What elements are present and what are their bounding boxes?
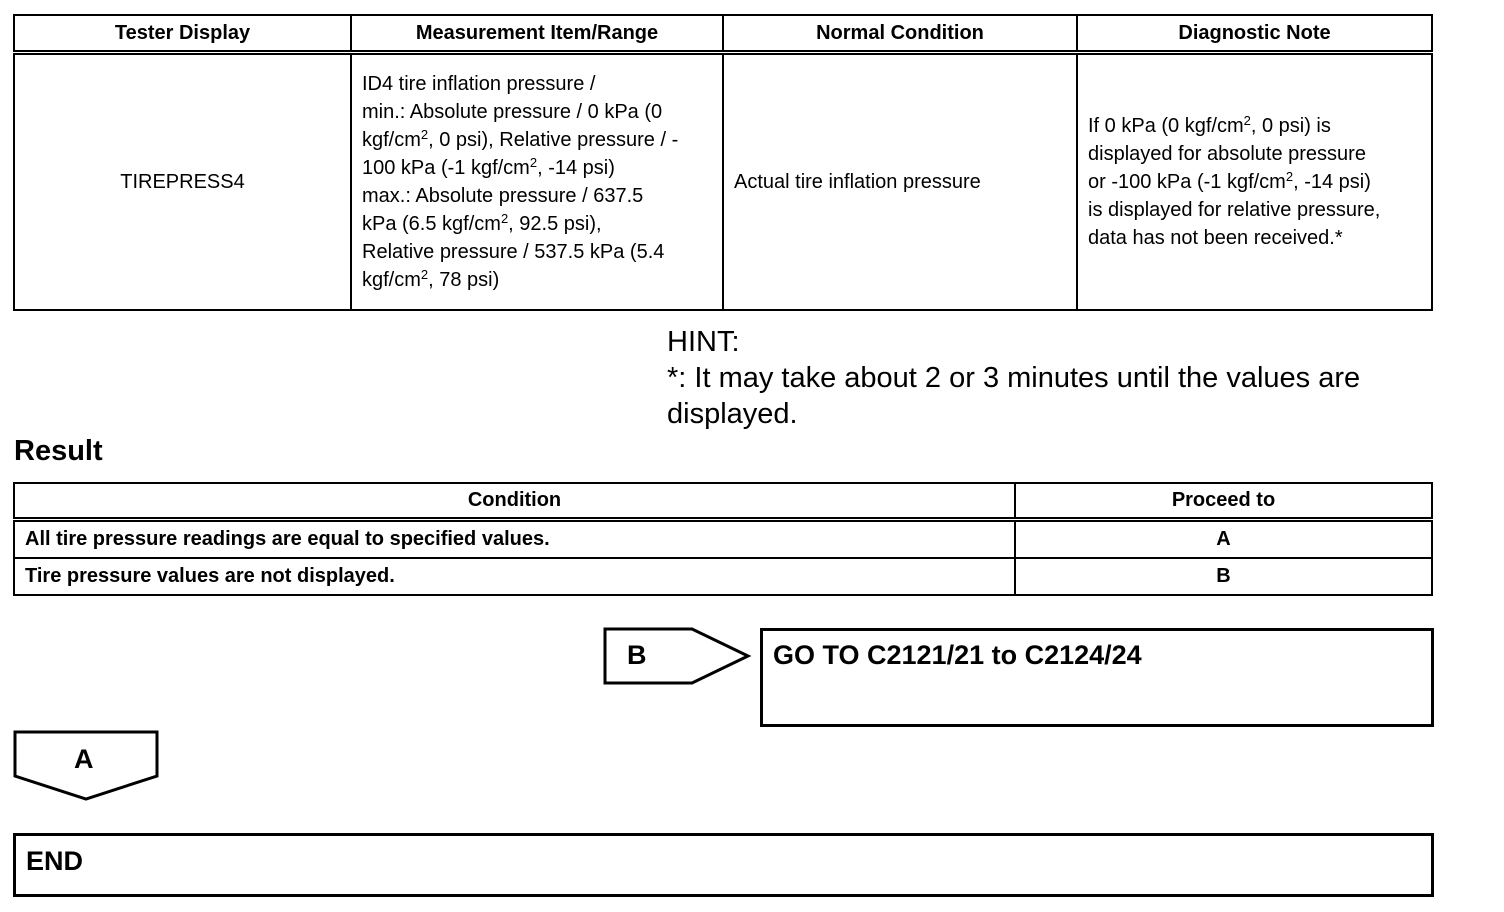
text: kPa (6.5 kgf/cm bbox=[362, 213, 501, 235]
measurement-line: min.: Absolute pressure / 0 kPa (0 bbox=[362, 101, 663, 123]
text: 100 kPa (-1 kgf/cm bbox=[362, 157, 530, 179]
header-normal-condition: Normal Condition bbox=[723, 15, 1077, 53]
end-box bbox=[13, 833, 1434, 897]
text: , 0 psi) is bbox=[1250, 115, 1331, 137]
table-header-row bbox=[14, 483, 1432, 520]
hint-text: *: It may take about 2 or 3 minutes until the values are bbox=[667, 362, 1361, 394]
header-tester-display: Tester Display bbox=[14, 15, 351, 53]
header-diagnostic-note: Diagnostic Note bbox=[1077, 15, 1432, 53]
b-arrow-icon bbox=[602, 626, 754, 688]
note-line bbox=[1088, 112, 1421, 140]
diagnostic-note-cell bbox=[1077, 53, 1432, 311]
text: , 92.5 psi), bbox=[508, 213, 602, 235]
text: , -14 psi) bbox=[1293, 171, 1371, 193]
goto-text: GO TO C2121/21 to C2124/24 bbox=[773, 640, 1142, 670]
table-row bbox=[14, 558, 1432, 595]
superscript: 2 bbox=[420, 127, 429, 142]
measurement-line bbox=[362, 154, 712, 182]
result-table bbox=[13, 482, 1433, 596]
superscript: 2 bbox=[1285, 169, 1294, 184]
text: If 0 kPa (0 kgf/cm bbox=[1088, 115, 1244, 137]
note-line: is displayed for relative pressure, bbox=[1088, 199, 1381, 221]
note-line: displayed for absolute pressure bbox=[1088, 143, 1366, 165]
measurement-line: max.: Absolute pressure / 637.5 bbox=[362, 185, 644, 207]
data-list-table bbox=[13, 14, 1433, 311]
measurement-line bbox=[362, 126, 712, 154]
hint-text: displayed. bbox=[667, 398, 798, 430]
header-condition: Condition bbox=[14, 483, 1015, 520]
table-row bbox=[14, 520, 1432, 559]
text: , 78 psi) bbox=[428, 269, 500, 291]
text: , 0 psi), Relative pressure / - bbox=[428, 129, 679, 151]
condition-cell: All tire pressure readings are equal to specified values. bbox=[14, 520, 1015, 559]
measurement-line bbox=[362, 266, 712, 294]
superscript: 2 bbox=[1243, 113, 1251, 128]
measurement-line bbox=[362, 210, 712, 238]
hint-block bbox=[667, 324, 1427, 432]
table-row bbox=[14, 53, 1432, 311]
proceed-cell: B bbox=[1015, 558, 1432, 595]
text: kgf/cm bbox=[362, 269, 421, 291]
result-heading: Result bbox=[14, 435, 103, 467]
normal-condition-cell: Actual tire inflation pressure bbox=[723, 53, 1077, 311]
superscript: 2 bbox=[420, 267, 429, 282]
b-arrow-label: B bbox=[627, 640, 647, 670]
condition-cell: Tire pressure values are not displayed. bbox=[14, 558, 1015, 595]
superscript: 2 bbox=[529, 155, 538, 170]
note-line: data has not been received.* bbox=[1088, 227, 1343, 249]
text: or -100 kPa (-1 kgf/cm bbox=[1088, 171, 1286, 193]
tester-display-cell: TIREPRESS4 bbox=[14, 53, 351, 311]
measurement-cell bbox=[351, 53, 723, 311]
text: , -14 psi) bbox=[537, 157, 615, 179]
measurement-line: ID4 tire inflation pressure / bbox=[362, 73, 596, 95]
proceed-cell: A bbox=[1015, 520, 1432, 559]
text: kgf/cm bbox=[362, 129, 421, 151]
hint-title: HINT: bbox=[667, 326, 740, 358]
superscript: 2 bbox=[500, 211, 509, 226]
header-measurement-item: Measurement Item/Range bbox=[351, 15, 723, 53]
header-proceed-to: Proceed to bbox=[1015, 483, 1432, 520]
a-arrow-label: A bbox=[74, 744, 94, 774]
end-text: END bbox=[26, 846, 84, 876]
table-header-row bbox=[14, 15, 1432, 53]
note-line bbox=[1088, 168, 1421, 196]
measurement-line: Relative pressure / 537.5 kPa (5.4 bbox=[362, 241, 665, 263]
